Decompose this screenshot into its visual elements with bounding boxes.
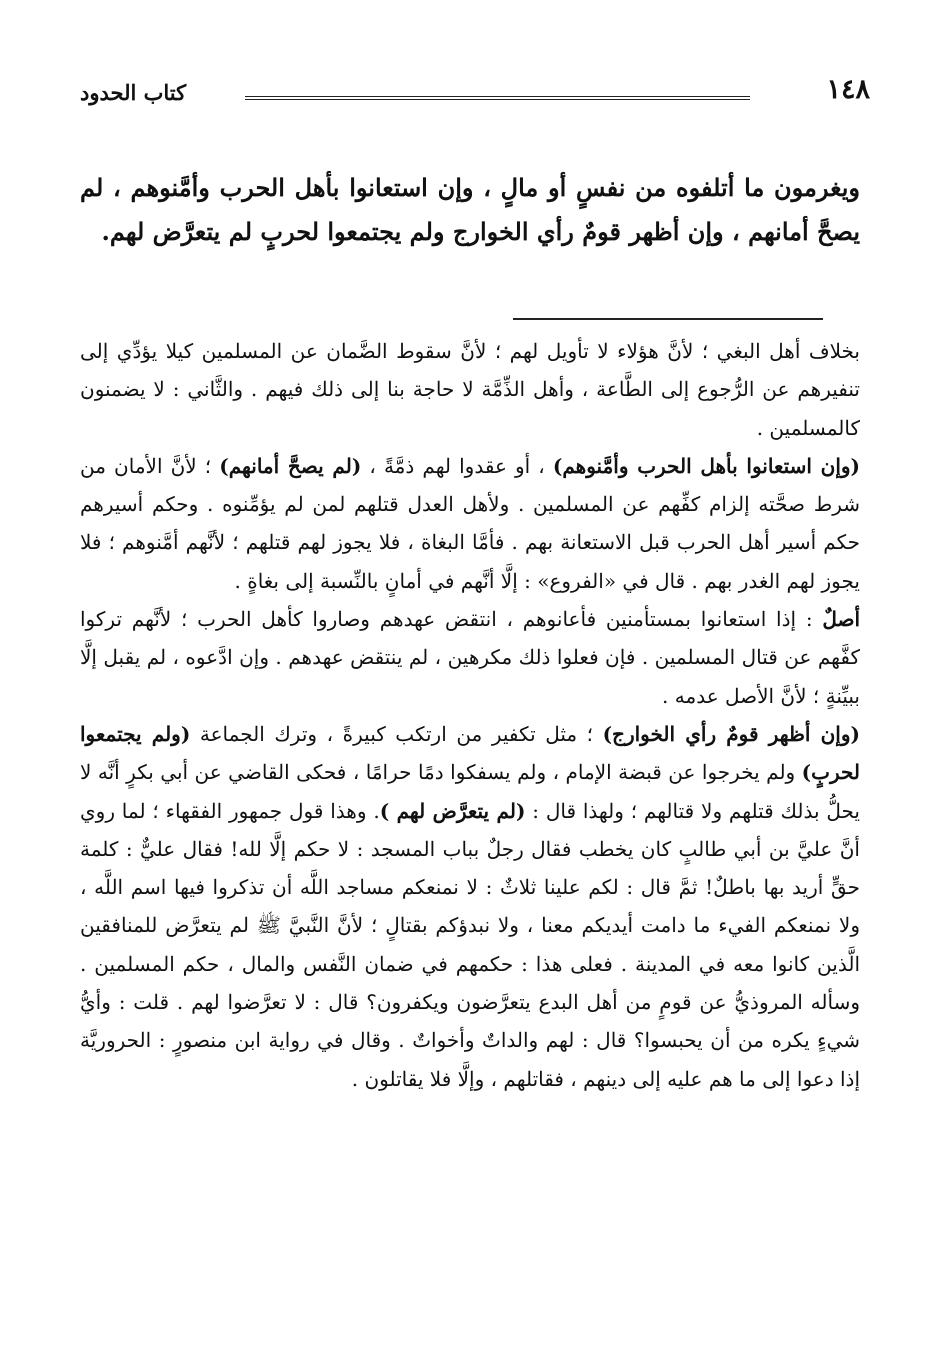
paragraph-text: . وهذا قول جمهور الفقهاء ؛ لما روي أنَّ عليَّ بن أبي طالبٍ كان يخطب فقال رجلٌ بباب المسجد : لا حكم إلَّا لله! فقال عليٌّ : كلمة حقٍّ أريد بها باطلٌ! ثمَّ قال : لكم علينا ثلاثٌ : لا نمنعكم مساجد اللَّه أن تذكروا فيها اسم اللَّه ، ولا نمنعكم الفيء ما دامت أيديكم معنا ، ولا نبدؤكم بقتالٍ ؛ لأنَّ النَّبيَّ ﷺ لم يتعرَّض للمنافقين الَّذين كانوا معه في المدينة . فعلى هذا : حكمهم في ضمان النَّفس والمال ، حكم المسلمين . وسأله المروذيُّ عن قومٍ من أهل البدع يتعرَّضون ويكفرون؟ قال : لا تعرَّضوا لهم . قلت : وأيُّ شيءٍ يكره من أن يحبسوا؟ قال : لهم والداتٌ وأخواتٌ . وقال في رواية ابن منصورٍ : الحروريَّة إذا دعوا إلى ما هم عليه إلى دينهم ، فقاتلهم ، وإلَّا فلا يقاتلون . [80, 798, 860, 1091]
running-title: كتاب الحدود [80, 80, 187, 105]
paragraph-text: : إذا استعانوا بمستأمنين فأعانوهم ، انتقض عهدهم وصاروا كأهل الحرب ؛ لأنَّهم تركوا كفَّهم عن قتال المسلمين . فإن فعلوا ذلك مكرهين ، لم ينتقض عهدهم . وإن ادَّعوه ، لم يقبل إلَّا ببيِّنةٍ ؛ لأنَّ الأصل عدمه . [80, 607, 860, 708]
paragraph-text: ، أو عقدوا لهم ذمَّةً ، [361, 453, 553, 478]
quoted-matn: (ولم يجتمعوا لحربٍ) [80, 721, 860, 785]
paragraph-text: ؛ مثل تكفير من ارتكب كبيرةً ، وترك الجماعة [190, 721, 603, 746]
commentary-paragraph [80, 715, 860, 1098]
header-rule [245, 96, 750, 100]
paragraph-text: ؛ لأنَّ الأمان من شرط صحَّته إلزام كفِّهم عن المسلمين . ولأهل العدل قتلهم لمن لم يؤمِّنوه . وحكم أسيرهم حكم أسير أهل الحرب قبل الاستعانة بهم . فأمَّا البغاة ، فلا يجوز لهم قتلهم ؛ لأنَّهم أمَّنوهم ؛ فلا يجوز لهم الغدر بهم . قال في «الفروع» : إلَّا أنَّهم في أمانٍ بالنِّسبة إلى بغاةٍ . [80, 453, 860, 593]
section-heading: أصلٌ [822, 607, 860, 632]
commentary-paragraph [80, 600, 860, 715]
page-header [80, 72, 870, 112]
page-number: ١٤٨ [826, 74, 870, 105]
commentary-paragraph [80, 447, 860, 600]
quoted-matn: (لم يتعرَّض لهم ) [379, 798, 526, 823]
quoted-matn: (وإن أظهر قومٌ رأي الخوارج) [602, 721, 860, 746]
main-text: ويغرمون ما أتلفوه من نفسٍ أو مالٍ ، وإن استعانوا بأهل الحرب وأمَّنوهم ، لم يصحَّ أمانهم ، وإن أظهر قومٌ رأي الخوارج ولم يجتمعوا لحربٍ لم يتعرَّض لهم. [80, 173, 860, 246]
commentary-paragraph [80, 332, 860, 447]
quoted-matn: (لم يصحَّ أمانهم) [219, 453, 362, 478]
paragraph-text: بخلاف أهل البغي ؛ لأنَّ هؤلاء لا تأويل لهم ؛ لأنَّ سقوط الضَّمان عن المسلمين كيلا يؤدِّي إلى تنفيرهم عن الرُّجوع إلى الطَّاعة ، وأهل الذِّمَّة لا حاجة بنا إلى ذلك فيهم . والثَّاني : لا يضمنون كالمسلمين . [80, 339, 860, 440]
commentary [80, 332, 860, 1098]
paragraph-text: ولم يخرجوا عن قبضة الإمام ، ولم يسفكوا دمًا حرامًا ، فحكى القاضي عن أبي بكرٍ أنَّه لا يحلُّ بذلك قتلهم ولا قتالهم ؛ ولهذا قال : [80, 760, 860, 823]
text-divider [513, 318, 823, 320]
quoted-matn: (وإن استعانوا بأهل الحرب وأمَّنوهم) [552, 453, 861, 478]
